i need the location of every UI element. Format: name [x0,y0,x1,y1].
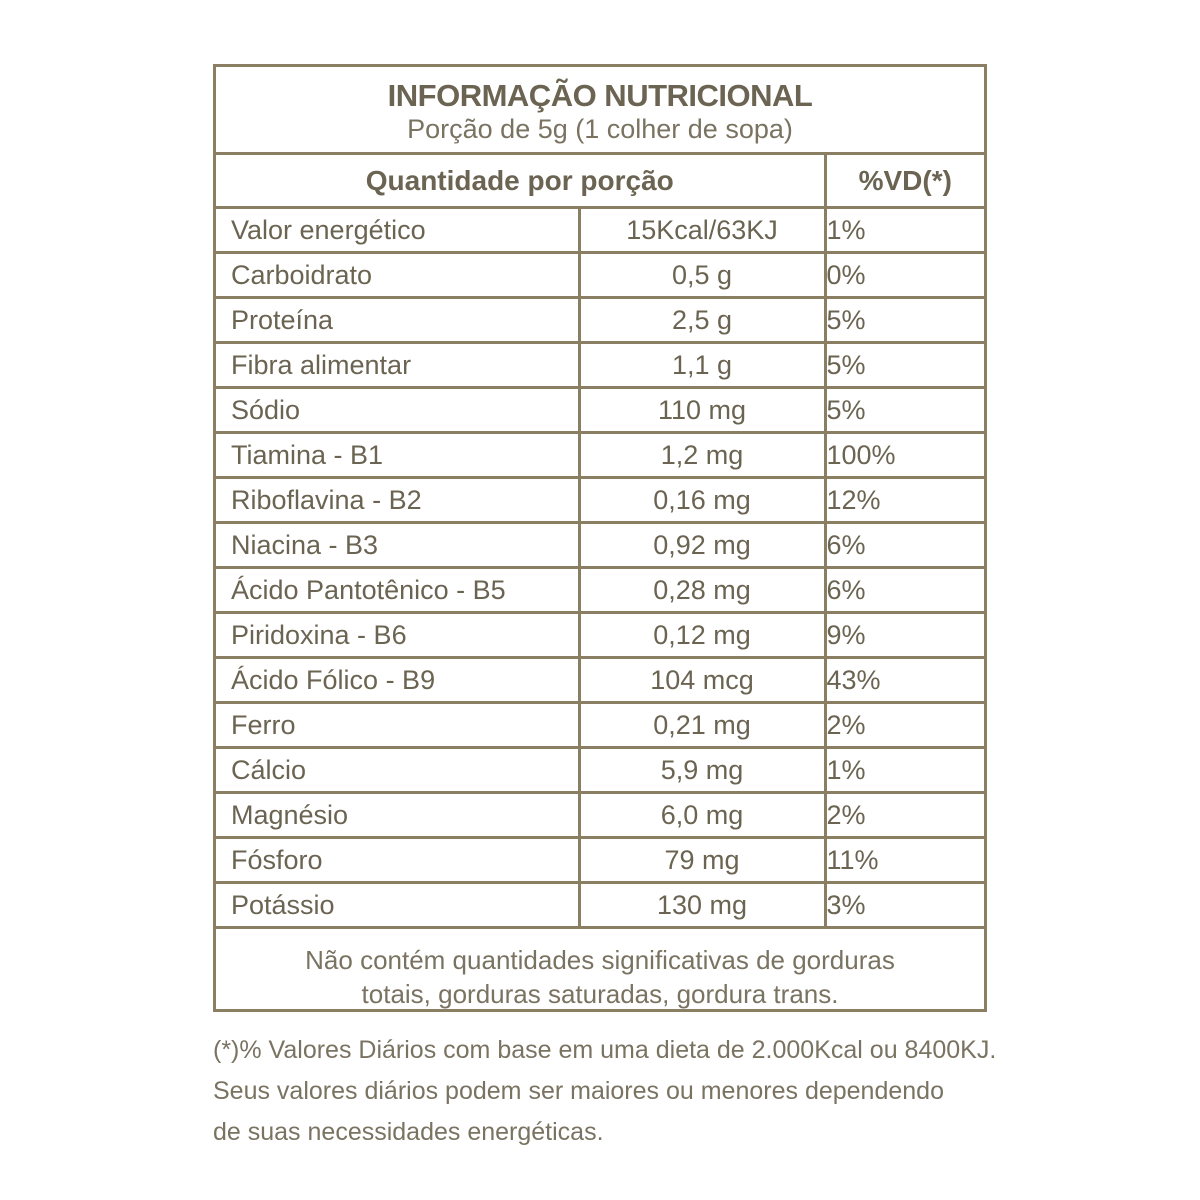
nutrient-dv: 5% [825,298,984,343]
table-row [216,838,984,883]
table-row [216,253,984,298]
table-row [216,388,984,433]
table-row [216,523,984,568]
not-significant-note [216,929,984,1011]
table-row [216,703,984,748]
nutrient-name: Ferro [216,703,579,748]
note-line: Não contém quantidades significativas de gorduras [305,945,895,975]
table-row [216,208,984,253]
nutrient-name: Proteína [216,298,579,343]
nutrient-quantity: 0,21 mg [579,703,825,748]
table-row [216,478,984,523]
nutrient-quantity: 79 mg [579,838,825,883]
table-row [216,793,984,838]
nutrient-name: Potássio [216,883,579,928]
nutrient-dv: 3% [825,883,984,928]
footnote-line: de suas necessidades energéticas. [213,1118,604,1146]
nutrient-name: Carboidrato [216,253,579,298]
nutrient-name: Tiamina - B1 [216,433,579,478]
nutrient-dv: 100% [825,433,984,478]
nutrient-dv: 5% [825,343,984,388]
nutrient-quantity: 1,2 mg [579,433,825,478]
nutrient-dv: 2% [825,793,984,838]
nutrient-quantity: 1,1 g [579,343,825,388]
nutrient-name: Cálcio [216,748,579,793]
nutrient-dv: 12% [825,478,984,523]
nutrient-quantity: 104 mcg [579,658,825,703]
nutrient-quantity: 130 mg [579,883,825,928]
nutrient-dv: 0% [825,253,984,298]
note-line: totais, gorduras saturadas, gordura trans. [361,979,839,1009]
nutrient-dv: 5% [825,388,984,433]
nutrient-dv: 6% [825,523,984,568]
nutrient-name: Ácido Pantotênico - B5 [216,568,579,613]
nutrient-quantity: 0,92 mg [579,523,825,568]
nutrient-name: Sódio [216,388,579,433]
nutrient-name: Magnésio [216,793,579,838]
table-row [216,658,984,703]
table-row [216,343,984,388]
nutrient-quantity: 2,5 g [579,298,825,343]
nutrient-quantity: 6,0 mg [579,793,825,838]
nutrient-dv: 43% [825,658,984,703]
daily-values-footnote [213,1030,997,1153]
quantity-column-header: Quantidade por porção [216,155,825,208]
dv-column-header: %VD(*) [825,155,984,208]
nutrient-quantity: 0,16 mg [579,478,825,523]
nutrient-quantity: 5,9 mg [579,748,825,793]
nutrient-dv: 2% [825,703,984,748]
table-row [216,298,984,343]
nutrient-name: Fibra alimentar [216,343,579,388]
nutrient-name: Piridoxina - B6 [216,613,579,658]
nutrition-facts-panel [213,64,987,1012]
nutrient-dv: 6% [825,568,984,613]
serving-size: Porção de 5g (1 colher de sopa) [407,114,793,144]
nutrient-dv: 1% [825,208,984,253]
nutrient-quantity: 0,12 mg [579,613,825,658]
table-row [216,883,984,928]
nutrient-name: Niacina - B3 [216,523,579,568]
nutrient-quantity: 0,5 g [579,253,825,298]
table-row [216,613,984,658]
table-row [216,568,984,613]
nutrient-dv: 9% [825,613,984,658]
nutrient-quantity: 15Kcal/63KJ [579,208,825,253]
footnote-line: (*)% Valores Diários com base em uma dieta de 2.000Kcal ou 8400KJ. [213,1036,997,1064]
nutrient-name: Ácido Fólico - B9 [216,658,579,703]
nutrient-name: Valor energético [216,208,579,253]
table-row [216,433,984,478]
footnote-line: Seus valores diários podem ser maiores ou menores dependendo [213,1077,944,1105]
nutrition-header [216,67,984,155]
nutrition-title: INFORMAÇÃO NUTRICIONAL [387,78,813,113]
nutrition-table [216,155,984,929]
nutrient-name: Fósforo [216,838,579,883]
nutrient-dv: 11% [825,838,984,883]
nutrient-quantity: 0,28 mg [579,568,825,613]
table-header-row [216,155,984,208]
nutrient-dv: 1% [825,748,984,793]
nutrient-name: Riboflavina - B2 [216,478,579,523]
nutrient-quantity: 110 mg [579,388,825,433]
table-row [216,748,984,793]
